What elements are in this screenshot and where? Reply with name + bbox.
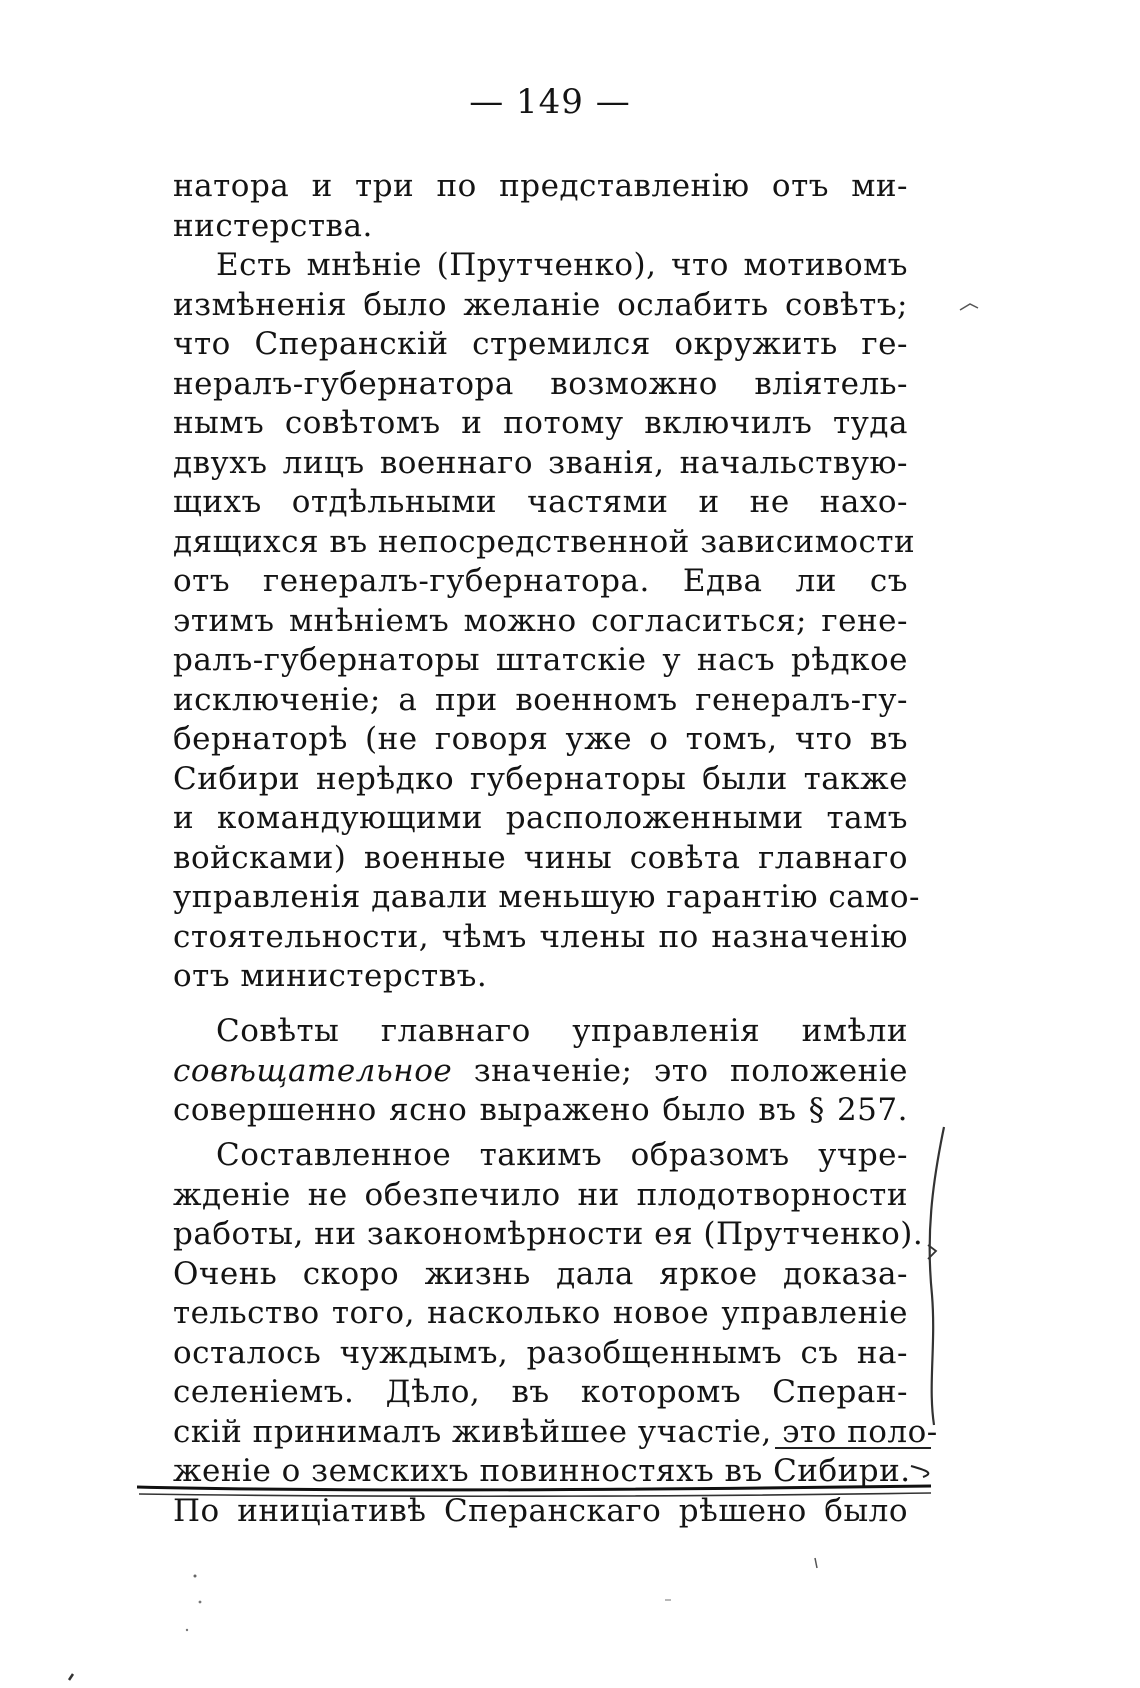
text-line: селеніемъ. Дѣло, въ которомъ Сперан- — [173, 1374, 908, 1410]
paper-speck-marks — [55, 1540, 855, 1688]
text-line: Есть мнѣніе (Прутченко), что мотивомъ — [216, 247, 908, 283]
text-line — [173, 1049, 908, 1093]
text-line: управленія давали меньшую гарантію само- — [173, 879, 921, 915]
text-fragment: значеніе; это положеніе — [473, 1053, 909, 1089]
text-line: и командующими расположенными тамъ — [173, 800, 908, 836]
text-line: исключеніе; а при военномъ генералъ-гу- — [173, 682, 908, 718]
text-line: щихъ отдѣльными частями и не нахо- — [173, 484, 908, 520]
text-line: ралъ-губернаторы штатскіе у насъ рѣдкое — [173, 642, 908, 678]
text-line: жденіе не обезпечило ни плодотворности — [173, 1177, 908, 1213]
text-line: скій принималъ живѣйшее участіе, это поло- — [173, 1414, 938, 1450]
pencil-dash-mark — [958, 300, 982, 314]
text-line: нералъ-губернатора возможно вліятель- — [173, 366, 908, 402]
text-line: Очень скоро жизнь дала яркое доказа- — [173, 1256, 908, 1292]
text-line: По иниціативѣ Сперанскаго рѣшено было — [173, 1493, 908, 1529]
pencil-margin-bracket — [920, 1125, 960, 1445]
text-line: Составленное такимъ образомъ учре- — [216, 1137, 908, 1173]
text-line: Совѣты главнаго управленія имѣли — [216, 1013, 908, 1049]
text-line: стоятельности, чѣмъ члены по назначенію — [173, 919, 908, 955]
text-line: что Сперанскій стремился окружить ге- — [173, 326, 908, 362]
text-line: отъ министерствъ. — [173, 958, 488, 994]
page-number: — 149 — — [469, 82, 631, 122]
text-line: бернаторѣ (не говоря уже о томъ, что въ — [173, 721, 908, 757]
text-line: измѣненія было желаніе ослабить совѣтъ; — [173, 287, 908, 323]
text-line: отъ генералъ-губернатора. Едва ли съ — [173, 563, 908, 599]
text-line: войсками) военные чины совѣта главнаго — [173, 840, 908, 876]
text-line: женіе о земскихъ повинностяхъ въ Сибири. — [173, 1453, 911, 1489]
text-line: работы, ни закономѣрности ея (Прутченко). — [173, 1216, 924, 1252]
pencil-underline-mark — [135, 1430, 935, 1515]
text-line: двухъ лицъ военнаго званія, начальствую- — [173, 445, 908, 481]
text-line: осталось чуждымъ, разобщеннымъ съ на- — [173, 1335, 908, 1371]
text-line: этимъ мнѣніемъ можно согласиться; гене- — [173, 603, 908, 639]
text-line: тельство того, насколько новое управленіе — [173, 1295, 908, 1331]
text-line: натора и три по представленію отъ ми- — [173, 168, 908, 204]
text-line: нистерства. — [173, 208, 373, 244]
text-line: нымъ совѣтомъ и потому включилъ туда — [173, 405, 908, 441]
text-line: Сибири нерѣдко губернаторы были также — [173, 761, 908, 797]
italic-term: совѣщательное — [173, 1053, 453, 1089]
text-line: дящихся въ непосредственной зависимости — [173, 524, 916, 560]
text-line: совершенно ясно выражено было въ § 257. — [173, 1092, 908, 1128]
